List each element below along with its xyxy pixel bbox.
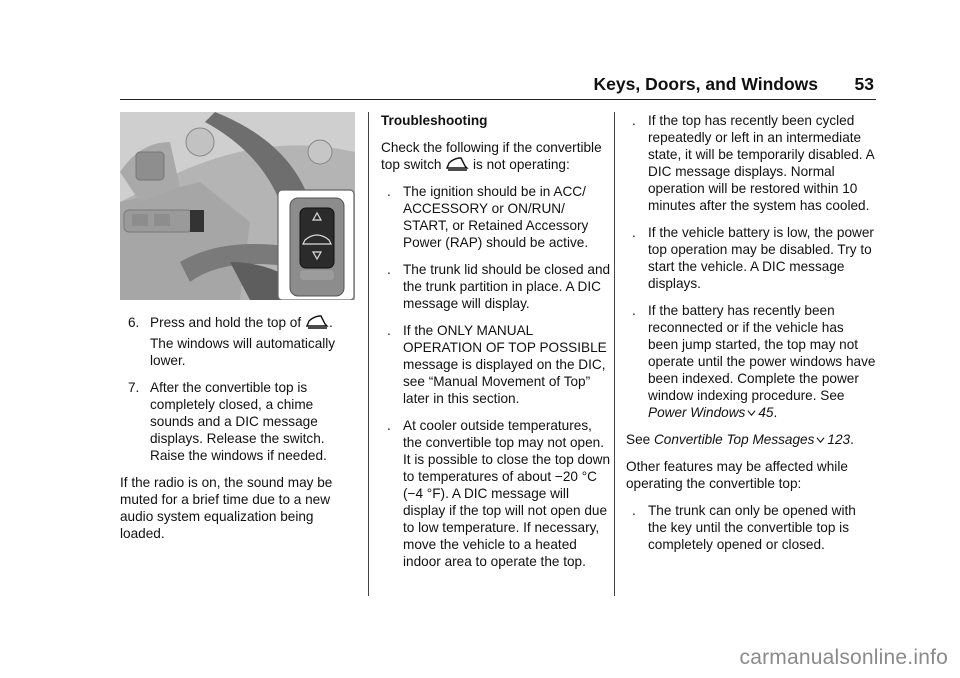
list-item: [381, 183, 613, 251]
page-reference-icon: [747, 408, 756, 417]
page-number: 53: [854, 74, 874, 94]
radio-note: If the radio is on, the sound may be muted for a brief time due to a new audio system equalization being loaded.: [120, 475, 333, 541]
column-divider-2: [614, 112, 615, 596]
list-item-text: If the battery has recently been reconnected or if the vehicle has been jump started, the top may not operate until the power windows have been indexed. Complete the power window indexing procedure. See: [648, 303, 876, 403]
list-item: [381, 417, 613, 570]
step-number: 6.: [128, 315, 140, 330]
column-divider-1: [368, 112, 369, 596]
list-item-text: The ignition should be in ACC/ ACCESSORY or ON/RUN/ START, or Retained Accessory Power (RAP) should be active.: [403, 184, 589, 250]
bullet-mark: .: [387, 262, 391, 277]
step-text: After the convertible top is completely closed, a chime sounds and a DIC message displays. Release the switch. Raise the windows if needed.: [150, 380, 327, 463]
list-item: . If the battery has recently been reconnected or if the vehicle has been jump started, the top may not operate until the power windows have been indexed. Complete the power window indexing procedure. See Power Windows 45.: [632, 303, 876, 420]
section-title: Keys, Doors, and Windows: [593, 74, 818, 94]
switch-illustration: [120, 112, 355, 300]
troubleshooting-heading: Troubleshooting: [381, 113, 488, 128]
step-6: [120, 314, 357, 369]
list-item-text: At cooler outside temperatures, the convertible top may not open. It is possible to close the top down to temperatures of about −20 °C (−4 °F). A DIC message will display if the top will not open due to low temperature. If necessary, move the vehicle to a heated indoor area to operate the top.: [403, 418, 611, 569]
convertible-top-icon: [445, 156, 469, 171]
list-item: [626, 502, 876, 553]
page-header: [120, 72, 876, 100]
bullet-mark: .: [632, 113, 636, 128]
bullet-mark: .: [632, 303, 636, 318]
bullet-mark: .: [387, 184, 391, 199]
column-3: [626, 112, 876, 563]
step-subtext: The windows will automatically lower.: [150, 336, 336, 368]
list-item: [381, 261, 613, 312]
intro-text: Check the following if the convertible top switch: [381, 140, 602, 172]
step-number: 7.: [128, 380, 140, 395]
other-features-note: Other features may be affected while operating the convertible top:: [626, 459, 848, 491]
convertible-top-icon: [305, 314, 329, 329]
list-item: [381, 322, 613, 407]
page-ref-number[interactable]: 45: [758, 405, 774, 420]
bullet-mark: .: [632, 503, 636, 518]
see-also: See Convertible Top Messages 123.: [626, 432, 854, 447]
step-text-end: .: [328, 315, 333, 330]
step-7: [120, 379, 357, 464]
troubleshooting-intro: [381, 139, 613, 173]
list-item: [626, 224, 876, 292]
list-item-text: The trunk can only be opened with the key until the convertible top is completely opened or closed.: [648, 503, 856, 552]
page-reference-icon: [816, 435, 825, 444]
watermark: carmanualsonline.info: [739, 646, 948, 669]
step-text: Press and hold the top of: [150, 315, 302, 330]
list-item-text: If the top has recently been cycled repeatedly or left in an intermediate state, it will be temporarily disabled. A DIC message displays. Normal operation will be restored within 10 minutes after the system has cooled.: [648, 113, 874, 213]
list-item: [626, 112, 876, 214]
see-label: See: [626, 432, 651, 447]
column-1: [120, 112, 357, 552]
list-item-text: If the ONLY MANUAL OPERATION OF TOP POSSIBLE message is displayed on the DIC, see “Manual Movement of Top” later in this section.: [403, 323, 607, 406]
page-ref-number[interactable]: 123: [827, 432, 851, 447]
convertible-top-messages-link[interactable]: Convertible Top Messages: [653, 432, 815, 447]
column-2: [381, 112, 613, 580]
power-windows-link[interactable]: Power Windows: [648, 405, 746, 420]
bullet-mark: .: [632, 225, 636, 240]
bullet-mark: .: [387, 418, 391, 433]
list-item-text: The trunk lid should be closed and the trunk partition in place. A DIC message will display.: [403, 262, 611, 311]
list-item-text: If the vehicle battery is low, the power top operation may be disabled. Try to start the vehicle. A DIC message displays.: [648, 225, 874, 291]
bullet-mark: .: [387, 323, 391, 338]
convertible-top-switch-photo: [120, 112, 355, 300]
intro-text-end: is not operating:: [473, 157, 570, 172]
